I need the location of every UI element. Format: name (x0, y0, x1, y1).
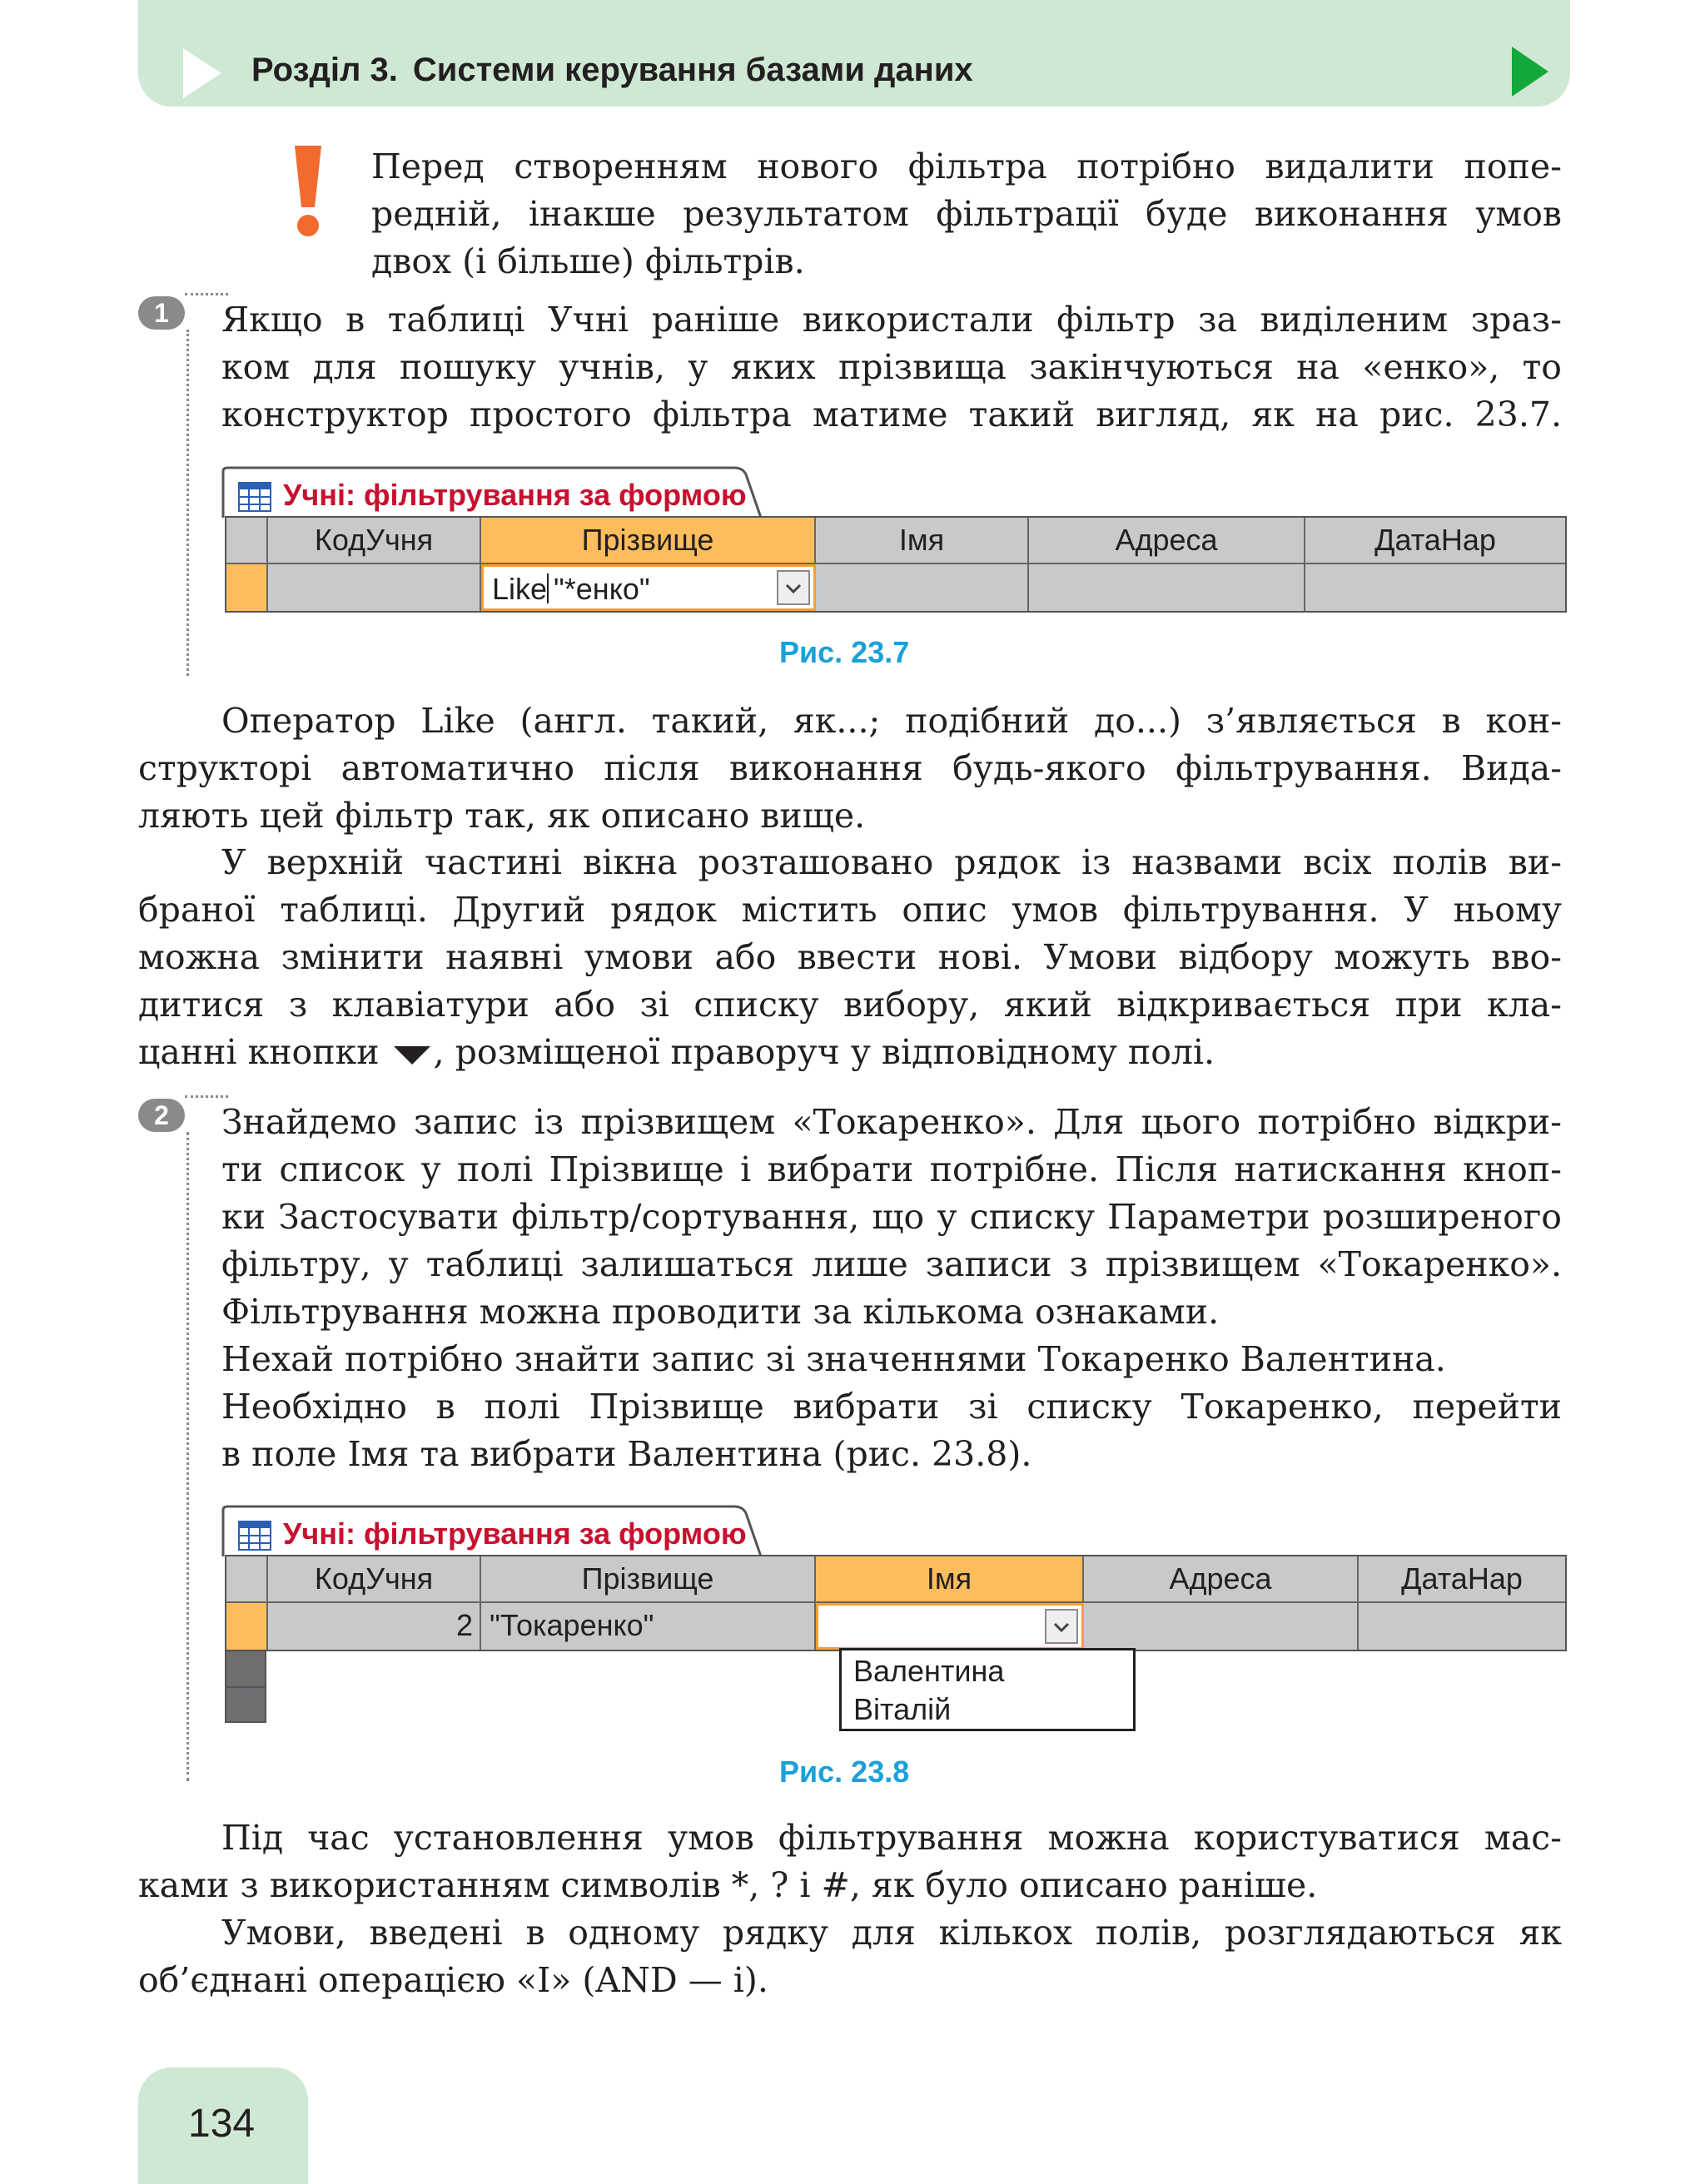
name-dropdown-list (839, 1648, 1136, 1731)
paragraph-masks: Під час установлення умов фільтрування можна користуватися мас- ками з використанням символів *, ? і #, як було описано раніше. (138, 1818, 1562, 1905)
chevron-down-icon (1046, 1611, 1076, 1643)
header-arrow-right-icon (1512, 47, 1548, 97)
filter-grid (225, 1555, 1567, 1651)
filter-cell[interactable] (1029, 564, 1305, 611)
form-tab-title: Учні: фільтрування за формою (283, 478, 747, 512)
paragraph-like: Оператор Like (англ. такий, як...; подібний до...) з’являється в кон- структорі автоматично після виконання будь-якого фільтрування. Вида- ляють цей фільтр так, як описано вище. (138, 701, 1562, 836)
figure-caption: Рис. 23.7 (779, 635, 910, 669)
form-tab-title: Учні: фільтрування за формою (283, 1516, 747, 1551)
step2-text: Знайдемо запис із прізвищем «Токаренко». Для цього потрібно відкри- ти список у полі Прізвище і вибрати потрібне. Після натискання кноп- ки Застосувати фільтр/сортування, що у списку Параметри розширеного фільтру, у таблиці залишаться лише записи з прізвищем «Токаренко». Фільтрування можна проводити за кількома ознаками. Нехай потрібно знайти запис зі значеннями Токаренко Валентина. Необхідно в полі Прізвище вибрати зі списку Токаренко, перейти в поле Імя та вибрати Валентина (рис. 23.8). (221, 1102, 1562, 1474)
step1-text: Якщо в таблиці Учні раніше використали фільтр за виділеним зраз- ком для пошуку учнів, у яких прізвища закінчуються на «енко», то конструктор простого фільтра матиме такий вигляд, як на рис. 23.7. (221, 300, 1562, 434)
column-header[interactable]: Адреса (1084, 1556, 1359, 1603)
empty-row-selectors (225, 1650, 266, 1723)
column-header[interactable]: Прізвище (481, 1556, 816, 1603)
dotted-line (186, 1132, 189, 1781)
figure-caption: Рис. 23.8 (779, 1755, 910, 1789)
text-cursor (547, 573, 549, 603)
table-grid-icon (238, 482, 271, 512)
form-tab[interactable] (238, 1511, 747, 1556)
filter-cell-name[interactable] (816, 1603, 1084, 1650)
filter-cell[interactable] (268, 564, 481, 611)
row-selector-corner (226, 1556, 268, 1603)
paragraph-and: Умови, введені в одному рядку для кількох полів, розглядаються як об’єднані операцією «І» (AND — і). (138, 1913, 1562, 2000)
table-grid-icon (238, 1521, 271, 1551)
dropdown-option[interactable]: Віталій (853, 1692, 952, 1726)
filter-condition-field[interactable] (481, 564, 816, 611)
row-selector[interactable] (226, 564, 268, 611)
exclamation-icon (291, 146, 325, 237)
step-number-badge: 1 (138, 296, 185, 330)
filter-cell-surname[interactable]: "Токаренко" (481, 1603, 816, 1650)
chapter-title (251, 52, 988, 89)
column-header[interactable]: ДатаНар (1359, 1556, 1565, 1603)
section-label: Розділ 3. (251, 52, 398, 88)
column-header[interactable]: Адреса (1029, 518, 1305, 564)
form-tab[interactable] (238, 473, 747, 518)
column-header[interactable]: КодУчня (268, 518, 481, 564)
filter-value: "*енко" (554, 572, 650, 606)
column-header[interactable]: Імя (816, 518, 1029, 564)
chevron-down-icon (778, 573, 808, 604)
header-arrow-left-icon (183, 48, 221, 98)
paragraph-top: У верхній частині вікна розташовано рядок із назвами всіх полів ви- браної таблиці. Другий рядок містить опис умов фільтрування. У ньому можна змінити наявні умови або ввести нові. Умови відбору можуть вво- дитися з клавіатури або зі списку вибору, який відкривається при кла- цанні кнопки , розміщеної праворуч у відповідному полі. (138, 842, 1562, 1072)
dropdown-option[interactable]: Валентина (853, 1654, 1005, 1688)
like-operator: Like (492, 572, 548, 606)
step-number-badge: 2 (138, 1099, 185, 1132)
dropdown-arrow-icon (394, 1046, 430, 1065)
filter-grid (225, 516, 1567, 613)
column-header[interactable]: Прізвище (481, 518, 816, 564)
dotted-line (185, 1095, 228, 1098)
row-selector-corner (226, 518, 268, 564)
column-header[interactable]: ДатаНар (1305, 518, 1565, 564)
dotted-line (185, 293, 228, 295)
column-header[interactable]: КодУчня (268, 1556, 481, 1603)
filter-cell[interactable] (1305, 564, 1565, 611)
row-selector[interactable] (226, 1603, 268, 1650)
column-header[interactable]: Імя (816, 1556, 1084, 1603)
section-title: Системи керування базами даних (412, 52, 973, 88)
filter-cell[interactable] (1359, 1603, 1565, 1650)
filter-cell-code[interactable]: 2 (268, 1603, 481, 1650)
dotted-line (186, 330, 189, 676)
filter-cell[interactable] (816, 564, 1029, 611)
warning-text: Перед створенням нового фільтра потрібно видалити попе- редній, інакше результатом фільтрації буде виконання умов двох (і більше) фільтрів. (371, 146, 1562, 281)
page-number: 134 (188, 2102, 256, 2146)
dropdown-button[interactable] (1045, 1609, 1078, 1644)
dropdown-button[interactable] (777, 570, 810, 605)
filter-cell[interactable] (1084, 1603, 1359, 1650)
